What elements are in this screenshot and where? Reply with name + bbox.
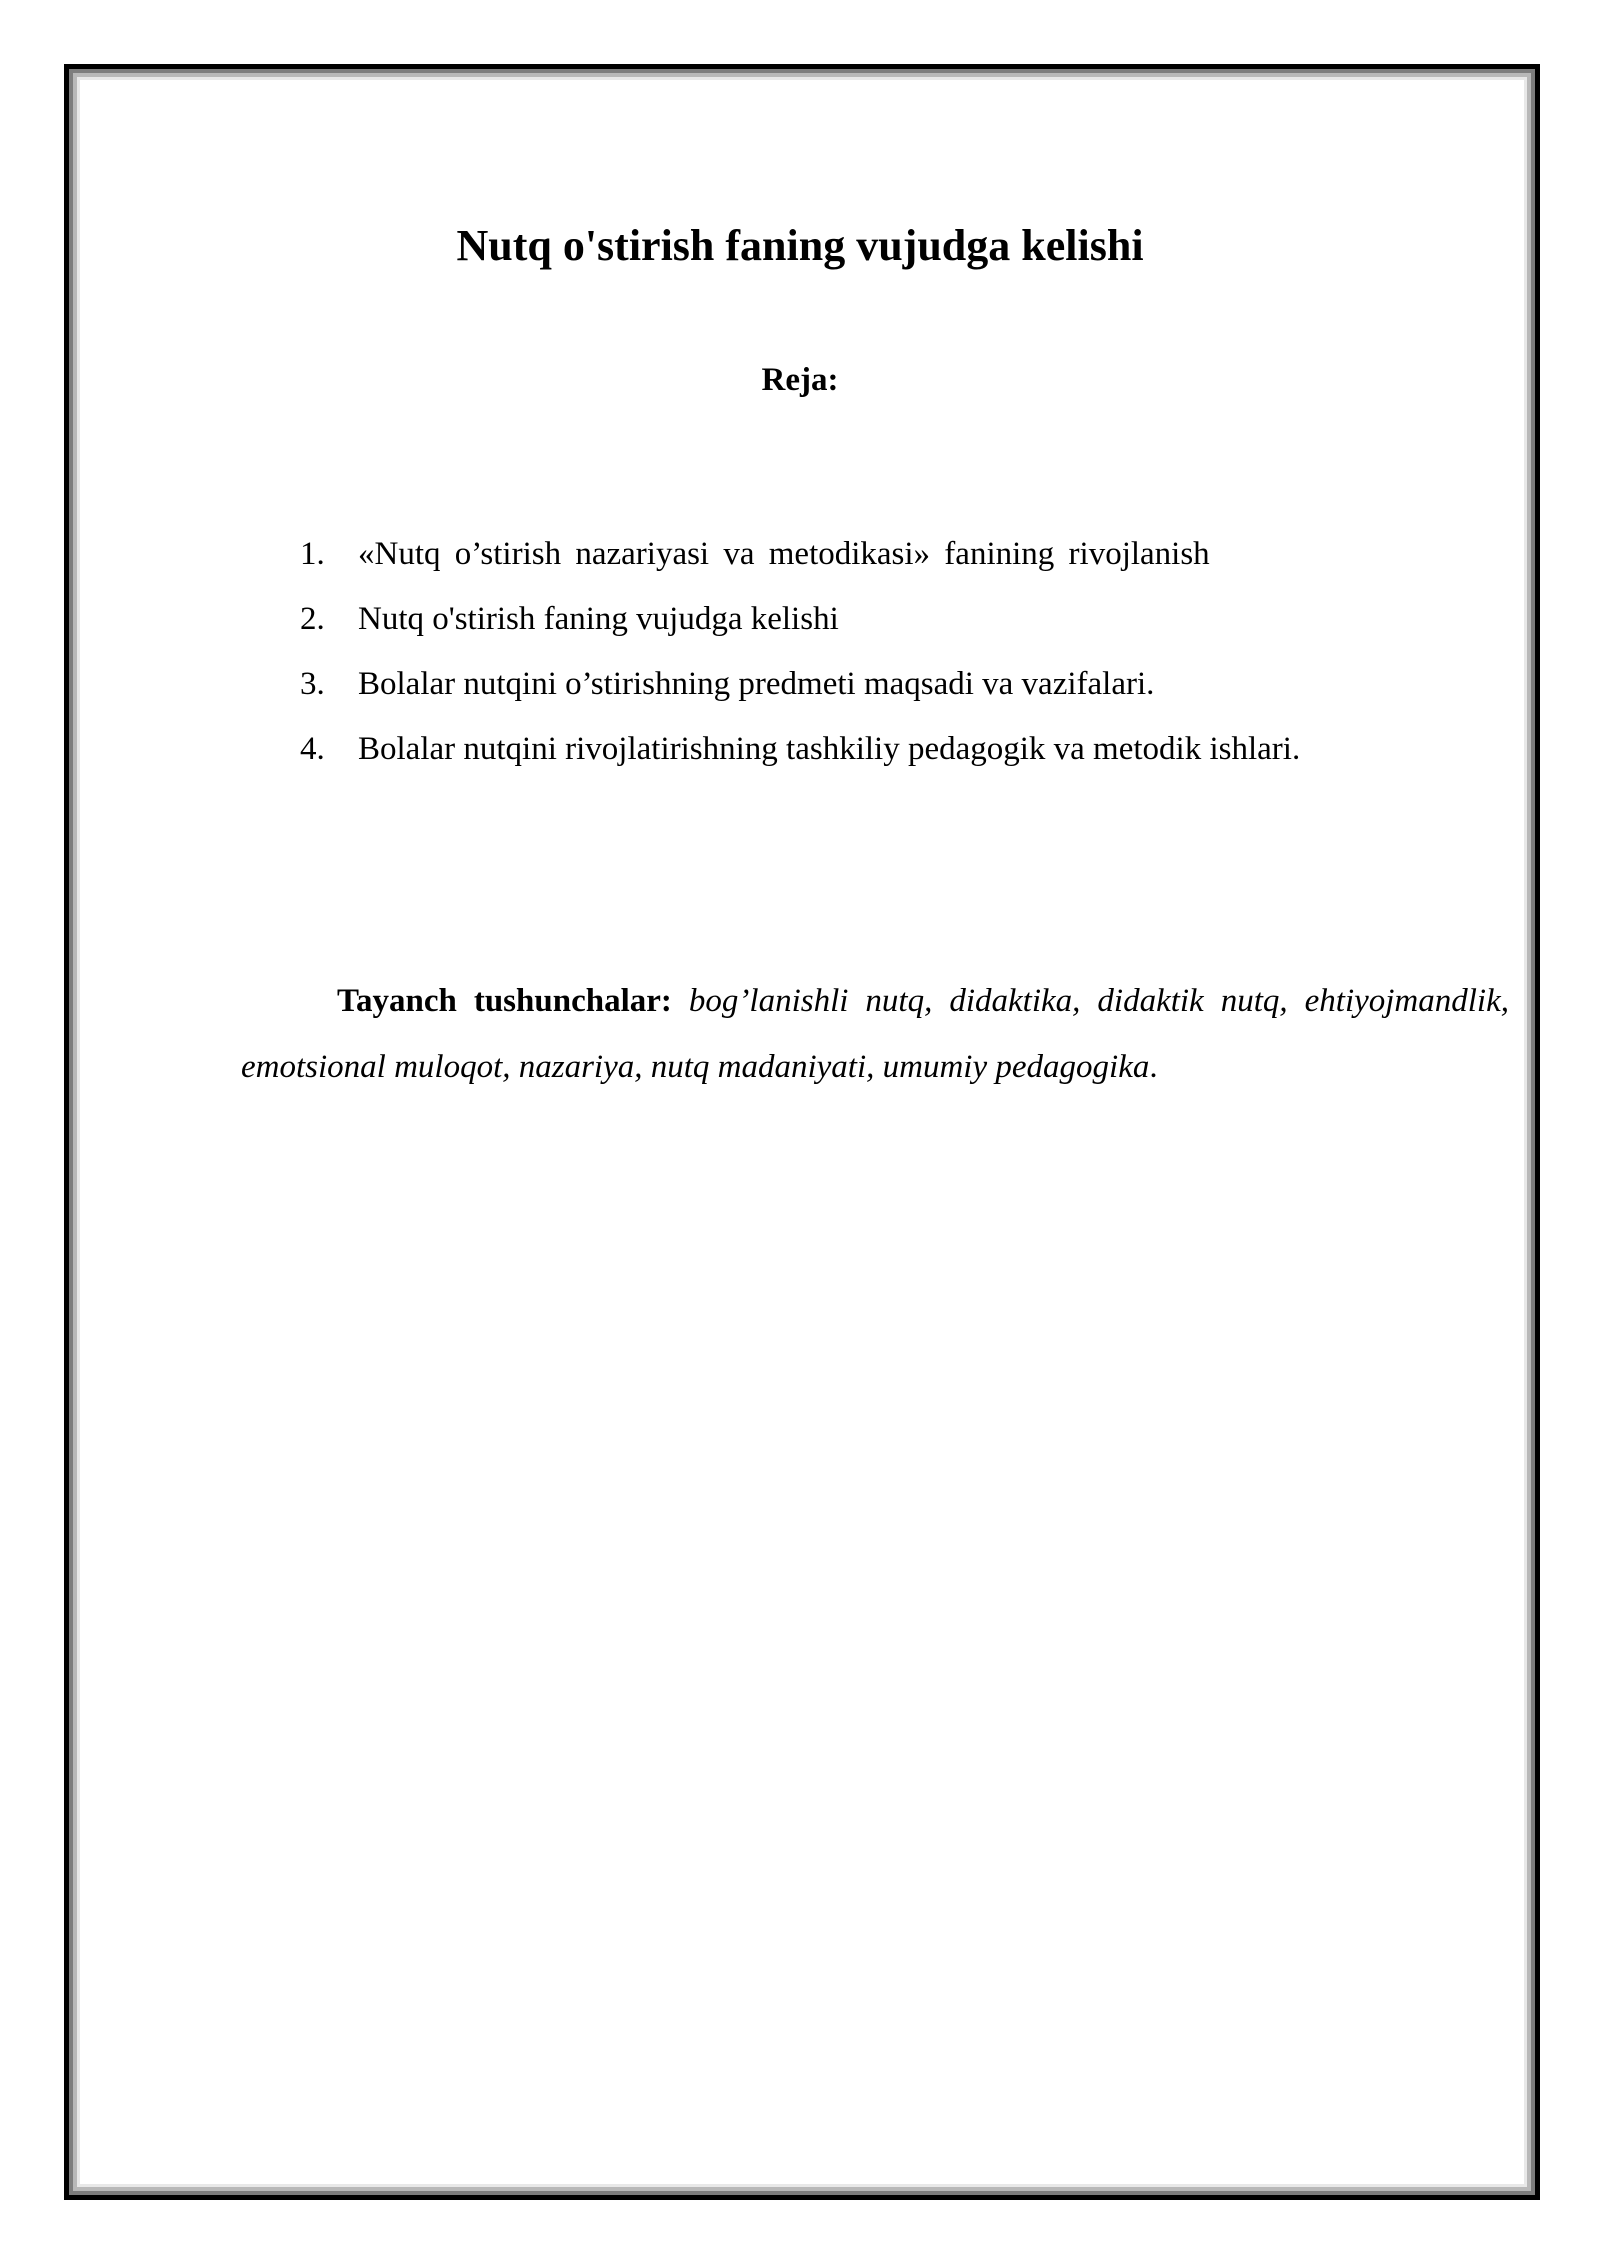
plan-item-number: 3.	[300, 666, 325, 702]
document-title: Nutq o'stirish faning vujudga kelishi	[456, 221, 1144, 270]
plan-item-text: Nutq o'stirish faning vujudga kelishi	[358, 601, 839, 637]
key-concepts-paragraph	[241, 968, 1509, 1100]
key-concepts-end: .	[1149, 1049, 1158, 1085]
page-border-middle	[73, 73, 1531, 2191]
plan-item-text: Bolalar nutqini o’stirishning predmeti maqsadi va vazifalari.	[358, 666, 1155, 702]
key-concepts-terms: bog’lanishli nutq, didaktika, didaktik nutq, ehtiyojmandlik, emotsional muloqot, nazariya, nutq madaniyati, umumiy pedagogika	[241, 983, 1509, 1085]
plan-item-number: 1.	[300, 536, 325, 572]
plan-item	[300, 587, 1450, 652]
plan-item	[300, 652, 1450, 717]
page-content	[80, 80, 1524, 2184]
plan-item	[300, 717, 1450, 782]
plan-item-text: «Nutq o’stirish nazariyasi va metodikasi» fanining rivojlanish	[358, 536, 1210, 572]
plan-item-text: Bolalar nutqini rivojlatirishning tashkiliy pedagogik va metodik ishlari.	[358, 731, 1301, 767]
plan-item-number: 2.	[300, 601, 325, 637]
page-border	[64, 64, 1540, 2200]
plan-item-number: 4.	[300, 731, 325, 767]
page-border-inner	[77, 77, 1527, 2187]
key-concepts-label: Tayanch tushunchalar:	[337, 983, 672, 1019]
plan-item	[300, 522, 1450, 587]
plan-list	[300, 522, 1450, 782]
plan-heading: Reja:	[761, 362, 839, 398]
